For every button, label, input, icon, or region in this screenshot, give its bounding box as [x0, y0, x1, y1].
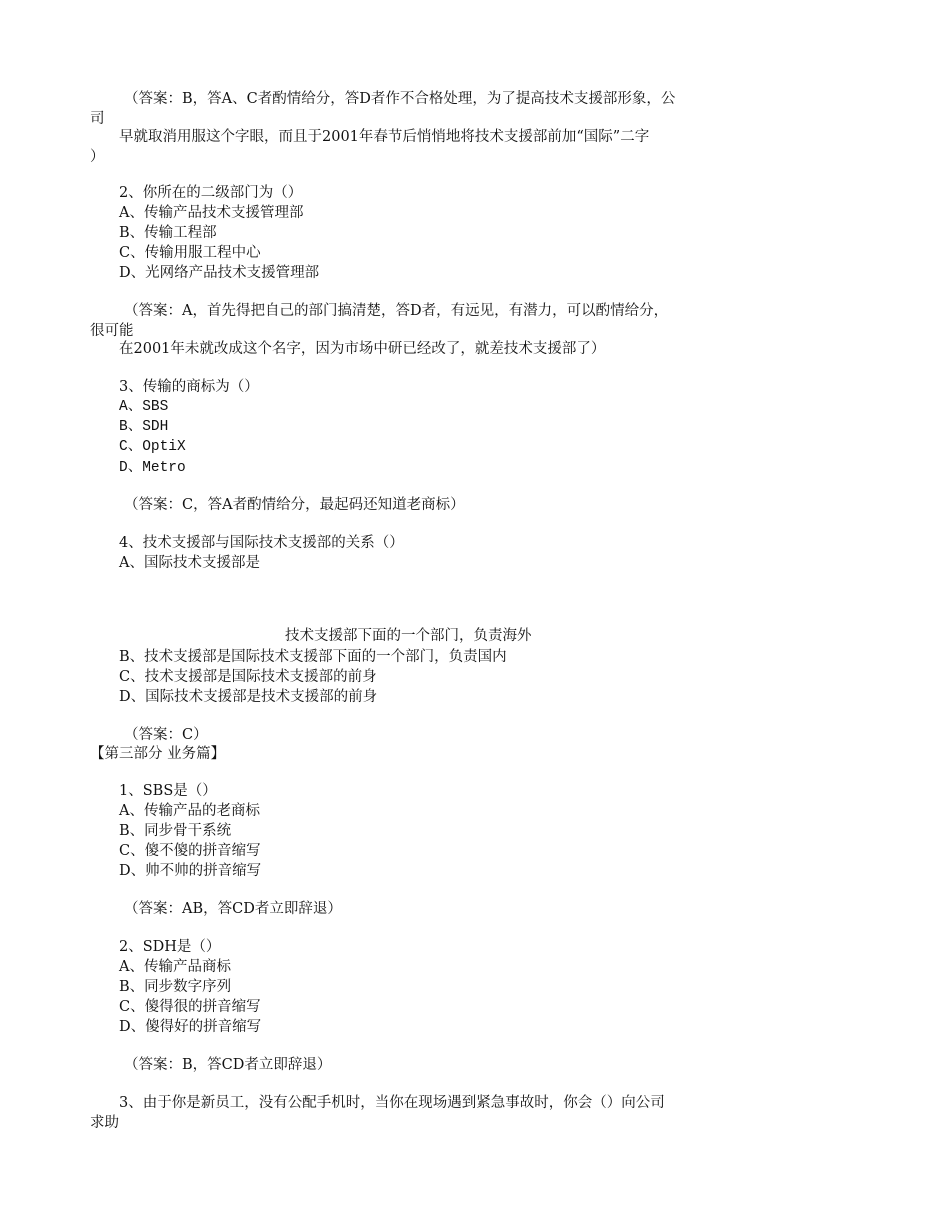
section-heading: 【第三部分 业务篇】: [90, 746, 226, 762]
option-a: A、传输产品的老商标: [119, 803, 260, 819]
option-b: B、传输工程部: [119, 225, 217, 241]
option-b: B、SDH: [119, 419, 169, 435]
question-3: 3、由于你是新员工，没有公配手机时，当你在现场遇到紧急事故时，你会（）向公司: [119, 1095, 665, 1111]
option-c: C、传输用服工程中心: [119, 245, 261, 261]
question-3: 3、传输的商标为（）: [119, 379, 259, 395]
option-a: A、国际技术支援部是: [119, 555, 260, 571]
option-d: D、Metro: [119, 460, 186, 476]
answer-line: （答案：C）: [124, 727, 208, 743]
answer-line: （答案：C，答A者酌情给分，最起码还知道老商标）: [124, 497, 465, 513]
question-1: 1、SBS是（）: [119, 783, 217, 799]
question-2: 2、你所在的二级部门为（）: [119, 185, 303, 201]
question-4: 4、技术支援部与国际技术支援部的关系（）: [119, 535, 404, 551]
option-b: B、同步数字序列: [119, 979, 232, 995]
option-d: D、光网络产品技术支援管理部: [119, 265, 320, 281]
option-d: D、帅不帅的拼音缩写: [119, 863, 262, 879]
option-d: D、傻得好的拼音缩写: [119, 1019, 262, 1035]
option-a: A、SBS: [119, 399, 169, 415]
option-c: C、傻不傻的拼音缩写: [119, 843, 261, 859]
option-c: C、技术支援部是国际技术支援部的前身: [119, 669, 377, 685]
question-3-wrap: 求助: [90, 1115, 119, 1131]
answer-line-wrap: 司: [90, 111, 105, 127]
answer-line-wrap: 很可能: [90, 323, 134, 339]
question-2: 2、SDH是（）: [119, 939, 221, 955]
answer-line: （答案：B，答CD者立即辞退）: [124, 1057, 332, 1073]
option-a: A、传输产品商标: [119, 959, 231, 975]
option-c: C、傻得很的拼音缩写: [119, 999, 261, 1015]
option-b: B、同步骨干系统: [119, 823, 232, 839]
option-d: D、国际技术支援部是技术支援部的前身: [119, 689, 378, 705]
option-b: B、技术支援部是国际技术支援部下面的一个部门，负责国内: [119, 649, 507, 665]
answer-line: （答案：B，答A、C者酌情给分，答D者作不合格处理，为了提高技术支援部形象，公: [124, 91, 676, 107]
option-a-continued: 技术支援部下面的一个部门，负责海外: [285, 628, 532, 644]
option-a: A、传输产品技术支援管理部: [119, 205, 304, 221]
answer-line: （答案：AB，答CD者立即辞退）: [124, 901, 342, 917]
answer-line: 早就取消用服这个字眼，而且于2001年春节后悄悄地将技术支援部前加“国际”二字: [119, 129, 650, 145]
answer-line: 在2001年未就改成这个名字，因为市场中研已经改了，就差技术支援部了）: [119, 341, 606, 357]
answer-line: （答案：A，首先得把自己的部门搞清楚，答D者，有远见，有潜力，可以酌情给分，: [124, 303, 669, 319]
answer-line-wrap: ）: [90, 149, 105, 165]
option-c: C、OptiX: [119, 439, 186, 455]
